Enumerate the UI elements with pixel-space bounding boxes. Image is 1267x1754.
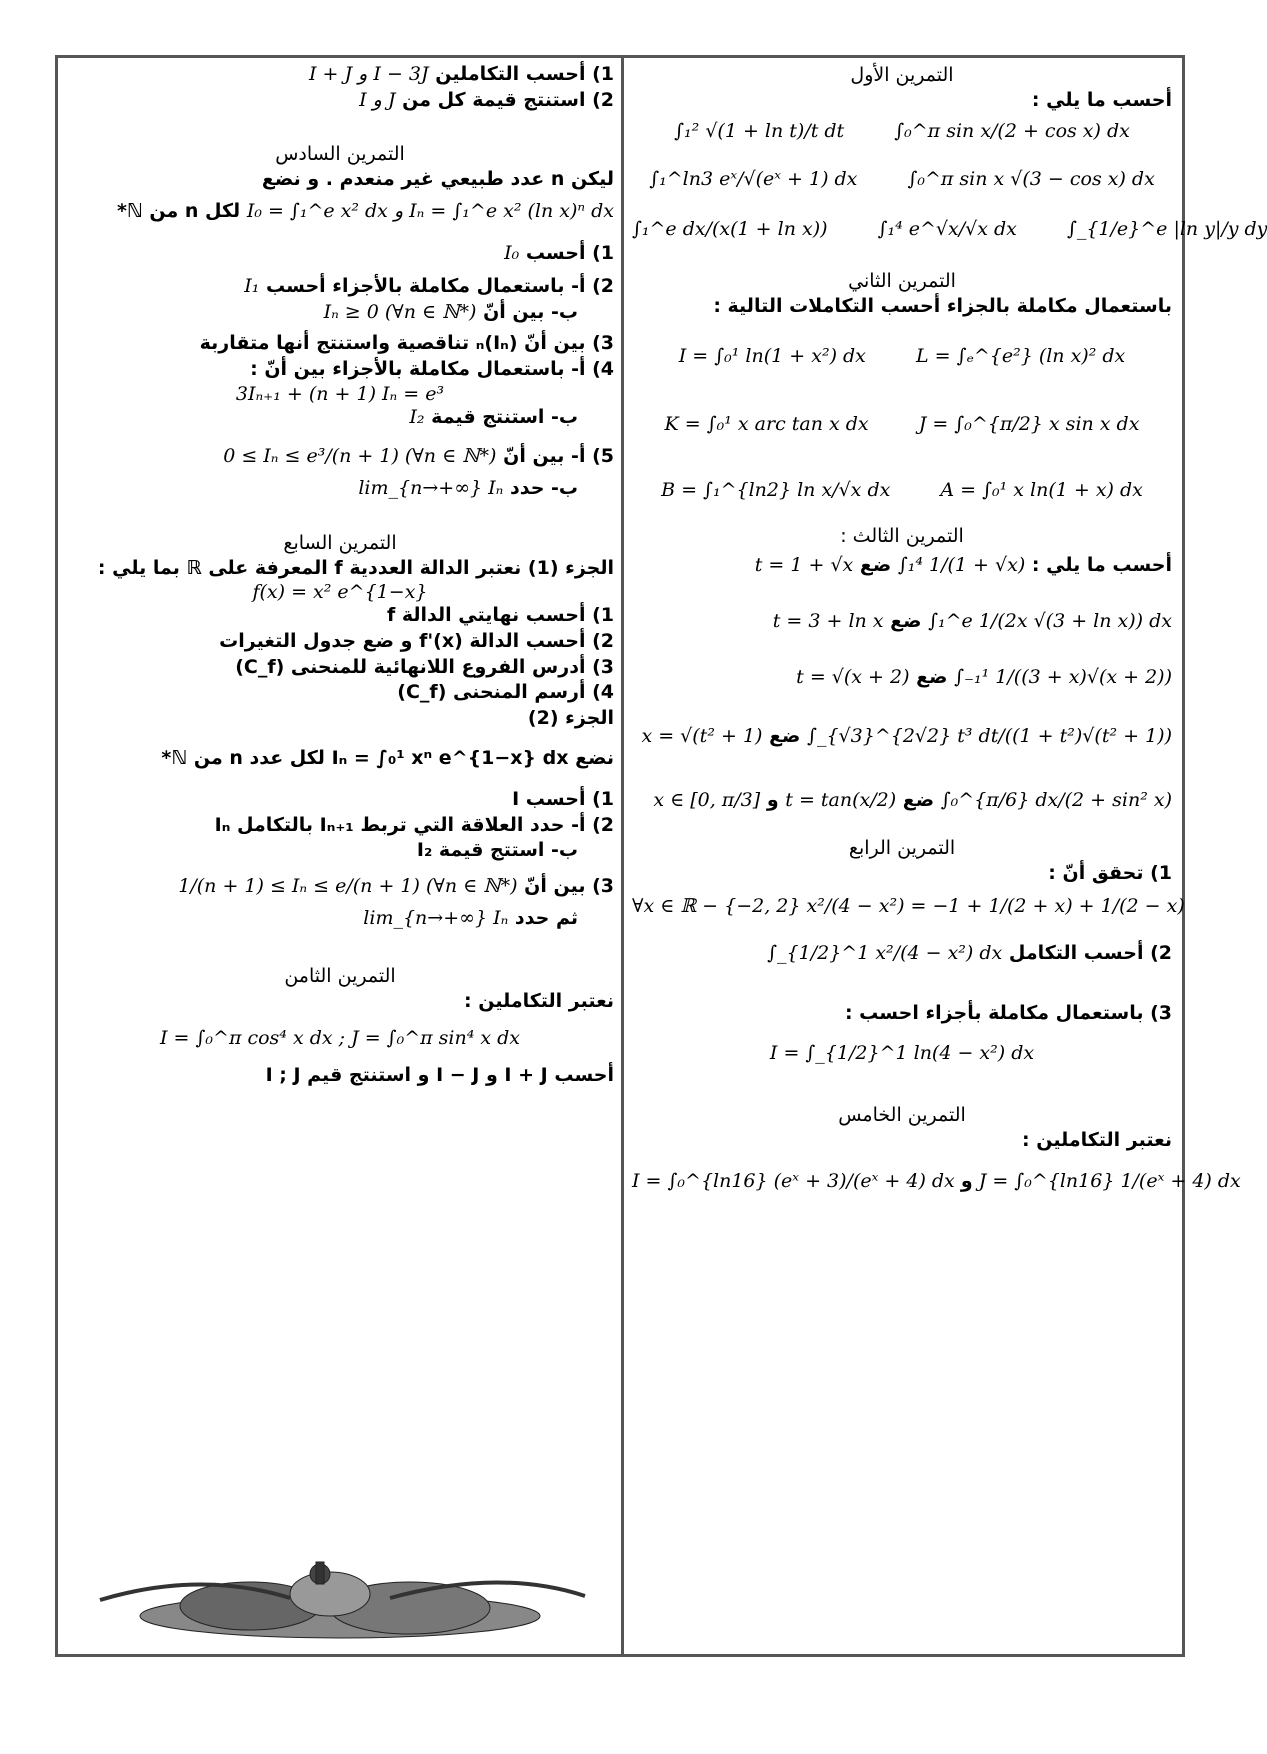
ex6-q1-row bbox=[66, 241, 614, 267]
ex6-q2b: ب- بين أنّ bbox=[483, 300, 578, 323]
ex7-q2: 2) أحسب الدالة f'(x) و ضع جدول التغيرات bbox=[219, 629, 614, 652]
exercise-7-title: التمرين السابع bbox=[283, 531, 397, 554]
ex3-sub-0: t = 1 + √x bbox=[754, 554, 854, 577]
left-column bbox=[66, 62, 614, 1089]
ex6-intro: ليكن n عدد طبيعي غير منعدم . و نضع bbox=[261, 168, 614, 191]
ex6-q2a-math: I₁ bbox=[244, 275, 260, 298]
ex6-def-row bbox=[66, 199, 614, 225]
ex6-q5a: 5) أ- بين أنّ bbox=[503, 445, 614, 468]
ex3-integral-3: ∫_{√3}^{2√2} t³ dt/((1 + t²)√(t² + 1)) bbox=[807, 725, 1172, 748]
exercise-8-title: التمرين الثامن bbox=[284, 965, 396, 988]
ex3-sub-4: t = tan(x/2) bbox=[785, 788, 897, 811]
ex7-p3b: ثم حدد bbox=[514, 906, 578, 929]
ex7-p3-row bbox=[66, 874, 614, 900]
ex8-instruction: نعتبر التكاملين : bbox=[464, 990, 614, 1013]
ex5-integral-I: I = ∫₀^{ln16} (eˣ + 3)/(eˣ + 4) dx bbox=[632, 1170, 955, 1193]
exercise-3-title: التمرين الثالث : bbox=[840, 525, 964, 548]
ex2-integral-I: I = ∫₀¹ ln(1 + x²) dx bbox=[678, 345, 866, 368]
exercise-3-row-4 bbox=[632, 788, 1172, 814]
ex7-q3: 3) أدرس الفروع اللانهائية للمنحنى (C_f) bbox=[235, 655, 614, 678]
exercise-6-title: التمرين السادس bbox=[275, 143, 405, 166]
ex7-part1: الجزء (1) نعتبر الدالة العددية f المعرفة على ℝ بما يلي : bbox=[97, 556, 614, 579]
exercise-2-instruction: باستعمال مكاملة بالجزاء أحسب التكاملات التالية : bbox=[713, 294, 1172, 317]
ex6-q4b: ب- استنتج قيمة bbox=[431, 405, 578, 428]
ex7-f-def: f(x) = x² e^{1−x} bbox=[252, 581, 428, 604]
ex6-q1: 1) أحسب bbox=[525, 241, 614, 264]
ex6-q1-math: I₀ bbox=[504, 241, 520, 264]
ex2-integral-B: B = ∫₁^{ln2} ln x/√x dx bbox=[661, 479, 891, 502]
column-divider bbox=[621, 55, 624, 1657]
ex4-q2-math: ∫_{1/2}^1 x²/(4 − x²) dx bbox=[767, 942, 1003, 965]
ex5-integral-J: J = ∫₀^{ln16} 1/(eˣ + 4) dx bbox=[978, 1170, 1241, 1193]
ex1-integral-3: ∫₁^ln3 eˣ/√(eˣ + 1) dx bbox=[649, 167, 858, 190]
ex2-row-3 bbox=[632, 479, 1172, 501]
exercise-3-instruction: أحسب ما يلي : bbox=[1031, 554, 1172, 577]
ex4-q2: 2) أحسب التكامل bbox=[1008, 942, 1172, 965]
ex6-q5a-math: 0 ≤ Iₙ ≤ e³/(n + 1) (∀n ∈ ℕ*) bbox=[223, 445, 497, 468]
ex3-sub-2: t = √(x + 2) bbox=[796, 665, 910, 688]
ex5-cont-q1-row bbox=[66, 62, 614, 88]
put-label: ضع bbox=[902, 788, 935, 811]
ex2-integral-L: L = ∫ₑ^{e²} (ln x)² dx bbox=[915, 345, 1126, 368]
exercise-4-title: التمرين الرابع bbox=[848, 837, 956, 860]
ex1-integral-1: ∫₁² √(1 + ln t)/t dt bbox=[674, 119, 845, 142]
ex3-integral-4: ∫₀^{π/6} dx/(2 + sin² x) bbox=[940, 788, 1172, 811]
put-label: ضع bbox=[859, 554, 892, 577]
exercise-3-row-2 bbox=[632, 665, 1172, 691]
ex6-q4a-math: 3Iₙ₊₁ + (n + 1) Iₙ = e³ bbox=[235, 382, 445, 405]
ex5-cont-q2-row bbox=[66, 88, 614, 114]
ex4-q1-math: ∀x ∈ ℝ − {−2, 2} x²/(4 − x²) = −1 + 1/(2 + x) + 1/(2 − x) bbox=[632, 895, 1185, 918]
ex6-q2b-row bbox=[66, 300, 614, 326]
and-label: و bbox=[960, 1170, 973, 1193]
ex6-q4a: 4) أ- باستعمال مكاملة بالأجزاء بين أنّ : bbox=[250, 358, 614, 381]
ex6-q5b-row bbox=[66, 476, 614, 502]
ex1-row-2 bbox=[632, 168, 1172, 190]
ex3-sub-3: x = √(t² + 1) bbox=[641, 725, 763, 748]
ex6-q2a: 2) أ- باستعمال مكاملة بالأجزاء أحسب bbox=[266, 275, 614, 298]
ex7-q1: 1) أحسب نهايتي الدالة f bbox=[386, 604, 614, 627]
ex1-integral-5: ∫₁⁴ e^√x/√x dx bbox=[877, 217, 1017, 240]
ex2-integral-J: J = ∫₀^{π/2} x sin x dx bbox=[918, 413, 1140, 436]
ex6-q5b-math: lim_{n→+∞} Iₙ bbox=[358, 477, 504, 500]
exercise-5-instruction: نعتبر التكاملين : bbox=[1022, 1129, 1172, 1152]
ex1-integral-6: ∫₁^e dx/(x(1 + ln x)) bbox=[632, 217, 828, 240]
ex7-p3b-row bbox=[66, 906, 614, 932]
ex6-q5a-row bbox=[66, 444, 614, 470]
exercise-2-title: التمرين الثاني bbox=[848, 269, 956, 292]
ex7-p3-math: 1/(n + 1) ≤ Iₙ ≤ e/(n + 1) (∀n ∈ ℕ*) bbox=[178, 875, 518, 898]
ex3-integral-1: ∫₁^e 1/(2x √(3 + ln x)) dx bbox=[928, 609, 1172, 632]
ex8-integrals: I = ∫₀^π cos⁴ x dx ; J = ∫₀^π sin⁴ x dx bbox=[160, 1027, 520, 1050]
ex7-p3: 3) بين أنّ bbox=[524, 875, 614, 898]
exercise-1-title: التمرين الأول bbox=[850, 64, 954, 86]
ex7-q4: 4) أرسم المنحنى (C_f) bbox=[397, 681, 614, 704]
right-column bbox=[632, 62, 1267, 1193]
ex5-cont-q2-math: I و J bbox=[359, 88, 396, 111]
ex7-part2: الجزء (2) bbox=[527, 706, 614, 729]
ex2-row-1 bbox=[632, 345, 1172, 367]
ex1-row-1 bbox=[632, 120, 1172, 142]
ex6-q2b-math: Iₙ ≥ 0 (∀n ∈ ℕ*) bbox=[323, 300, 477, 323]
ex4-q1: 1) تحقق أنّ : bbox=[1048, 862, 1172, 885]
exercise-5-title: التمرين الخامس bbox=[838, 1104, 966, 1127]
ex7-p1: 1) أحسب I bbox=[512, 788, 614, 811]
put-label: ضع bbox=[916, 665, 948, 688]
ex7-p2b: ب- استتج قيمة I₂ bbox=[416, 839, 578, 862]
ex7-def: نضع Iₙ = ∫₀¹ xⁿ e^{1−x} dx لكل عدد n من ℕ* bbox=[161, 746, 614, 769]
ex6-q2a-row bbox=[66, 274, 614, 300]
exercise-3-row-3 bbox=[632, 724, 1172, 750]
decorative-ornament bbox=[80, 1560, 600, 1648]
ex6-q3: 3) بين أنّ (Iₙ)ₙ تناقصية واستنتج أنها متقاربة bbox=[199, 332, 614, 355]
ex8-final: أحسب I + J و I − J و استنتج قيم I ; J bbox=[265, 1064, 614, 1087]
ex4-q3-math: I = ∫_{1/2}^1 ln(4 − x²) dx bbox=[769, 1042, 1035, 1065]
ex7-p3b-math: lim_{n→+∞} Iₙ bbox=[363, 906, 509, 929]
ex2-integral-K: K = ∫₀¹ x arc tan x dx bbox=[664, 413, 869, 436]
ex5-row bbox=[632, 1170, 1241, 1193]
ex5-cont-q1-math: I + J و I − 3J bbox=[309, 63, 429, 85]
ex7-p2a: 2) أ- حدد العلاقة التي تربط Iₙ₊₁ بالتكامل Iₙ bbox=[214, 813, 614, 836]
ex3-sub-1: t = 3 + ln x bbox=[772, 609, 884, 632]
ex1-integral-2: ∫₀^π sin x √(3 − cos x) dx bbox=[907, 167, 1155, 190]
and-label: و bbox=[766, 788, 779, 811]
ex4-q3: 3) باستعمال مكاملة بأجزاء احسب : bbox=[844, 1001, 1172, 1024]
put-label: ضع bbox=[769, 725, 801, 748]
ex2-row-2 bbox=[632, 413, 1172, 435]
ex5-cont-q1: 1) أحسب التكاملين bbox=[435, 63, 614, 85]
exercise-3-row-0 bbox=[632, 553, 1172, 579]
ex6-def-math: I₀ = ∫₁^e x² dx و Iₙ = ∫₁^e x² (ln x)ⁿ dx bbox=[246, 199, 614, 222]
ex1-row-3 bbox=[632, 217, 1267, 240]
exercise-1-instruction: أحسب ما يلي : bbox=[1031, 89, 1172, 111]
put-label: ضع bbox=[890, 609, 922, 632]
ex3-extra-4: x ∈ [0, π/3] bbox=[653, 788, 761, 811]
ex5-cont-q2: 2) استنتج قيمة كل من bbox=[402, 88, 614, 111]
ex6-q4b-math: I₂ bbox=[409, 405, 425, 428]
exercise-3-row-1 bbox=[632, 609, 1172, 635]
ex6-def-suffix: لكل n من ℕ* bbox=[116, 199, 241, 222]
ex4-q2-row bbox=[632, 941, 1172, 967]
ex3-integral-0: ∫₁⁴ 1/(1 + √x) bbox=[897, 554, 1026, 577]
ex3-integral-2: ∫₋₁¹ 1/((3 + x)√(x + 2)) bbox=[954, 665, 1172, 688]
ex6-q5b: ب- حدد bbox=[509, 477, 578, 500]
ex1-integral-4: ∫_{1/e}^e |ln y|/y dy bbox=[1066, 217, 1267, 240]
ex2-integral-A: A = ∫₀¹ x ln(1 + x) dx bbox=[940, 479, 1143, 502]
ex6-q4b-row bbox=[66, 405, 614, 431]
ex1-integral-0: ∫₀^π sin x/(2 + cos x) dx bbox=[894, 119, 1130, 142]
